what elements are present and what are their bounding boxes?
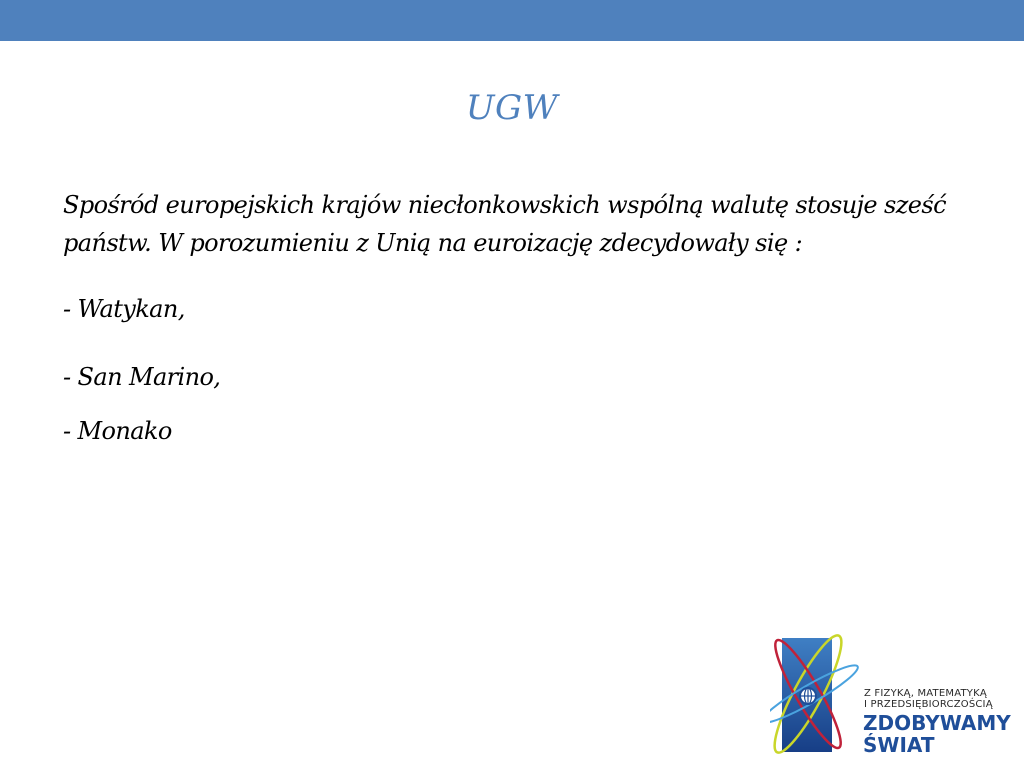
project-logo	[770, 622, 1024, 768]
logo-title-1: ZDOBYWAMY	[863, 711, 1011, 735]
logo-tagline-2: I PRZEDSIĘBIORCZOŚCIĄ	[864, 699, 993, 710]
logo-tagline-1: Z FIZYKĄ, MATEMATYKĄ	[864, 688, 987, 699]
intro-paragraph: Spośród europejskich krajów niecłonkowskich wspólną walutę stosuje sześć państw. W porozumieniu z Unią na euroizację zdecydowały się :	[63, 191, 946, 257]
logo-title-2: ŚWIAT	[863, 733, 935, 757]
slide-body	[63, 186, 963, 450]
slide-title: UGW	[465, 88, 559, 128]
list-item-watykan: - Watykan,	[63, 295, 185, 323]
list-item-san-marino: - San Marino,	[63, 363, 221, 391]
globe-atom-icon	[770, 622, 860, 768]
list-item-monako: - Monako	[63, 417, 172, 445]
top-bar	[0, 0, 1024, 41]
